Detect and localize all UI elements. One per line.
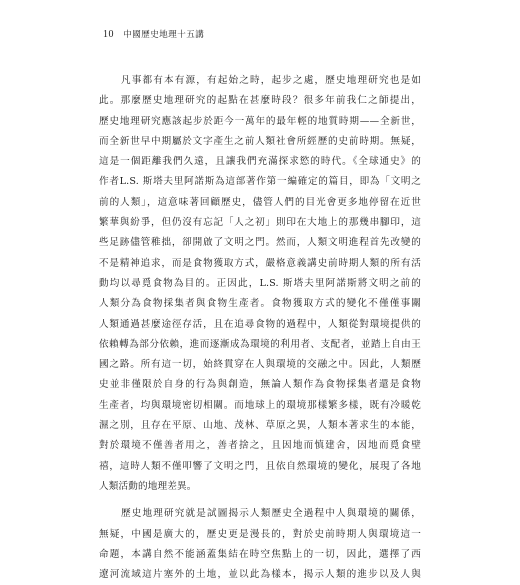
text-line: 歷史地理研究應該起步於距今一萬年的最年輕的地質時期——全新世， [99, 115, 421, 127]
text-line: 生產者，均與環境密切相關。而地球上的環境那樣繁多樣，既有冷暖乾 [99, 399, 421, 411]
paragraph [99, 504, 421, 585]
running-head [103, 28, 204, 40]
text-line: 繁華與紛爭，但仍沒有忘記「人之初」則印在大地上的那幾串腳印，這 [99, 217, 421, 229]
text-line: 人類通過甚麼途徑存活，且在追尋食物的過程中，人類從對環境提供的 [99, 318, 421, 330]
text-line: 國之路。所有這一切，始終貫穿在人與環境的交融之中。因此，人類歷 [99, 359, 421, 371]
text-line: 依賴轉為部分依賴，進而逐漸成為環境的利用者、支配者，並踏上自由王 [99, 338, 421, 350]
text-line: 歷史地理研究就是試圖揭示人類歷史全過程中人與環境的關係， [121, 508, 421, 520]
text-line: 些足跡儘管稚拙，卻開啟了文明之門。然而，人類文明進程首先改變的 [99, 237, 421, 249]
book-title: 中國歷史地理十五講 [123, 30, 205, 40]
body-text [99, 71, 421, 585]
text-line: 此。那麼歷史地理研究的起點在甚麼時段？很多年前我仁之師提出， [99, 95, 421, 107]
page-number: 10 [103, 29, 114, 40]
text-line: 無疑，中國是廣大的，歷史更是漫長的，對於史前時期人與環境這一 [99, 528, 421, 540]
text-line: 而全新世早中期屬於文字產生之前人類社會所經歷的史前時期。無疑， [99, 135, 421, 147]
text-line: 濕之別，且存在平原、山地、茂林、草原之異，人類本著求生的本能， [99, 420, 421, 432]
text-line: 不是精神追求，而是食物獲取方式，嚴格意義講史前時期人類的所有活 [99, 257, 421, 269]
text-line: 凡事都有本有源，有起始之時，起步之處，歷史地理研究也是如 [121, 75, 421, 86]
text-line: 前的人類」，這意味著回顧歷史，儘管人們的目光會更多地停留在近世 [99, 196, 421, 208]
text-line: 對於環境不僅善者用之，善者捨之，且因地而慎建舍，因地而覓食壁 [99, 440, 421, 452]
paragraph [99, 71, 421, 497]
text-line: 人類分為食物採集者與食物生產者。食物獲取方式的變化不僅僅事關 [99, 298, 421, 310]
text-line: 史並非僅限於自身的行為與創造，無論人類作為食物採集者還是食物 [99, 379, 421, 391]
text-line: 遼河流域這片塞外的土地，並以此為樣本，揭示人類的進步以及人與 [99, 569, 421, 581]
paragraph-gap [99, 497, 421, 504]
text-line: 人類活動的地理差異。 [99, 480, 197, 492]
text-line: 這是一個距離我們久遠，且讓我們充滿探求慾的時代。《全球通史》的 [99, 156, 421, 168]
text-line: 作者L.S. 斯塔夫里阿諾斯為這部著作第一編確定的篇目，即為「文明之 [99, 176, 421, 188]
text-line: 命題，本講自然不能涵蓋集結在時空焦點上的一切，因此，選擇了西 [99, 548, 421, 560]
text-line: 禧，這時人類不僅叩響了文明之門，且依自然環境的變化，展現了各地 [99, 460, 421, 472]
text-line: 動均以尋覓食物為目的。正因此，L.S. 斯塔夫里阿諾斯將文明之前的 [99, 277, 421, 289]
